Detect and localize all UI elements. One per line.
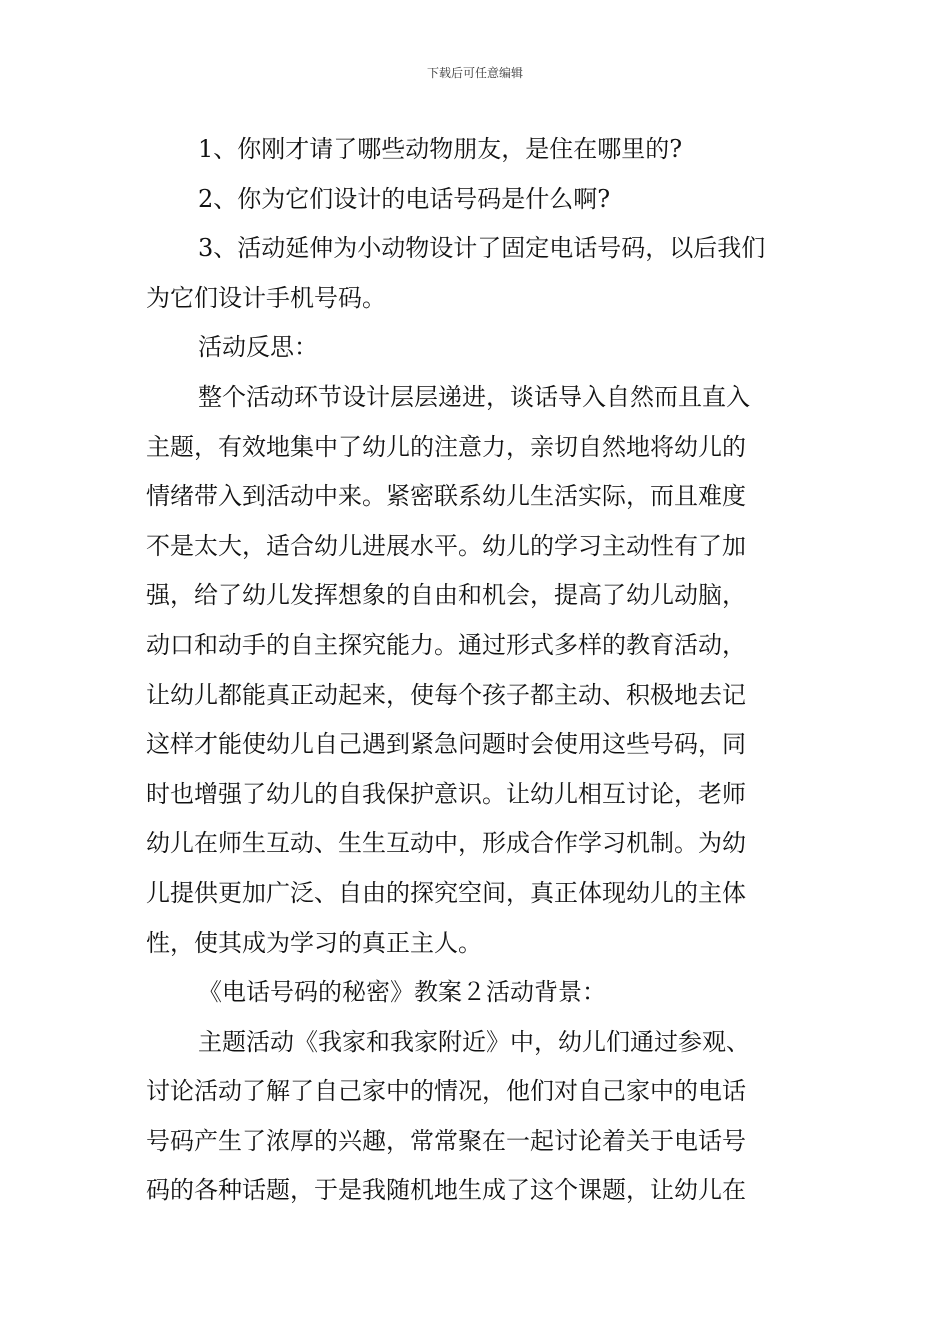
- page-header-note: 下载后可任意编辑: [426, 66, 523, 80]
- text-line: 让幼儿都能真正动起来，使每个孩子都主动、积极地去记: [146, 680, 746, 709]
- section-heading: 《电话号码的秘密》教案２活动背景：: [198, 978, 606, 1007]
- text-line: 讨论活动了解了自己家中的情况，他们对自己家中的电话: [146, 1077, 746, 1106]
- text-line: 情绪带入到活动中来。紧密联系幼儿生活实际，而且难度: [146, 482, 746, 511]
- text-line: 为它们设计手机号码。: [146, 283, 386, 312]
- text-line: 1、你刚才请了哪些动物朋友，是住在哪里的?: [198, 135, 683, 163]
- section-heading: 活动反思：: [198, 333, 318, 362]
- text-line: 2、你为它们设计的电话号码是什么啊?: [198, 184, 611, 213]
- text-line: 整个活动环节设计层层递进，谈话导入自然而且直入: [198, 382, 750, 411]
- text-line: 儿提供更加广泛、自由的探究空间，真正体现幼儿的主体: [146, 878, 746, 907]
- text-line: 强，给了幼儿发挥想象的自由和机会，提高了幼儿动脑，: [146, 581, 746, 610]
- text-line: 性，使其成为学习的真正主人。: [146, 928, 482, 957]
- text-line: 号码产生了浓厚的兴趣，常常聚在一起讨论着关于电话号: [146, 1126, 746, 1155]
- text-line: 3、活动延伸为小动物设计了固定电话号码，以后我们: [198, 234, 766, 263]
- text-line: 动口和动手的自主探究能力。通过形式多样的教育活动，: [146, 630, 746, 659]
- text-line: 幼儿在师生互动、生生互动中，形成合作学习机制。为幼: [146, 829, 746, 858]
- text-line: 主题，有效地集中了幼儿的注意力，亲切自然地将幼儿的: [146, 432, 746, 461]
- text-line: 时也增强了幼儿的自我保护意识。让幼儿相互讨论，老师: [146, 779, 746, 808]
- text-line: 码的各种话题，于是我随机地生成了这个课题，让幼儿在: [146, 1176, 746, 1205]
- document-body: [146, 125, 806, 1216]
- text-line: 主题活动《我家和我家附近》中，幼儿们通过参观、: [198, 1027, 750, 1056]
- text-line: 这样才能使幼儿自己遇到紧急问题时会使用这些号码，同: [146, 730, 746, 759]
- text-line: 不是太大，适合幼儿进展水平。幼儿的学习主动性有了加: [146, 531, 746, 560]
